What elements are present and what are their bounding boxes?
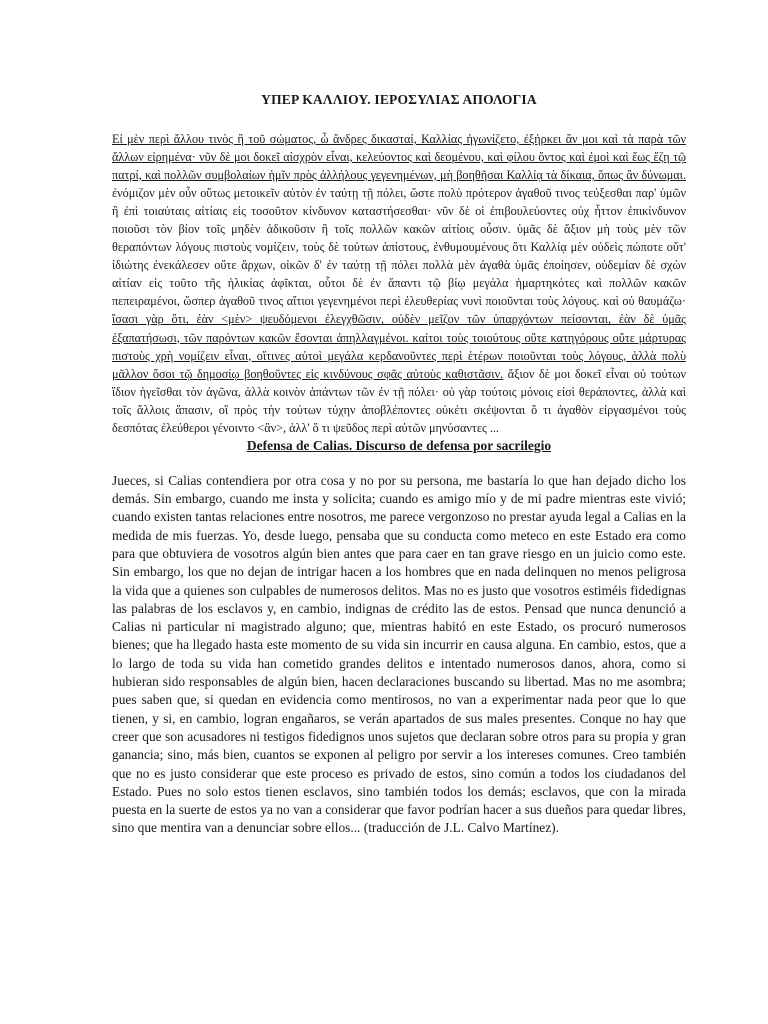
greek-segment-2: ἐνόμιζον μὲν οὖν οὕτως μετοικεῖν αὐτὸν ἐν ταύτῃ τῇ πόλει, ὥστε πολὺ πρότερον ἀγαθοῦ τινος τεύξεσθαι παρ' ὑμῶν ἢ ἐπὶ τοιαύταις αἰτίαις εἰς τοσοῦτον κίνδυνον καταστήσεσθαι· νῦν δὲ οἱ ἐπιβουλεύοντες οὐχ ἧττον ἐπικίνδυνον ποιοῦσι τὸν βίον τοῖς μηδὲν ἀδικοῦσιν ἢ τοῖς πολλῶν κακῶν αἰτίοις οὖσιν. ὑμᾶς δὲ ἄξιον μὴ τοὺς μὲν τῶν θεραπόντων λόγους πιστοὺς νομίζειν, τοὺς δὲ τούτων ἀπίστους, ἐνθυμουμένους ὅτι Καλλίᾳ μὲν οὐδεὶς πώποτε οὔτ' ἰδιώτης ἐνεκάλεσεν οὔτε ἄρχων, οἰκῶν δ' ἐν ταύτῃ τῇ πόλει πολλὰ μὲν ἀγαθὰ ὑμᾶς ἐποίησεν, οὐδεμίαν δὲ σχὼν αἰτίαν εἰς τοῦτο τῆς ἡλικίας ἀφῖκται, οὗτοι δὲ ἐν ἅπαντι τῷ βίῳ μεγάλα ἡμαρτηκότες καὶ πολλῶν κακῶν πεπειραμένοι, ὥσπερ ἀγαθοῦ τινος αἴτιοι γεγενημένοι περὶ ἐλευθερίας νυνὶ ποιοῦνται τοὺς λόγους. καὶ οὐ θαυμάζω· [112, 186, 686, 309]
spanish-title: Defensa de Calias. Discurso de defensa por sacrilegio [246, 437, 552, 453]
greek-title: ΥΠΕΡ ΚΑΛΛΙΟΥ. ΙΕΡΟΣΥΛΙΑΣ ΑΠΟΛΟΓΙΑ [261, 92, 537, 107]
spanish-paragraph: Jueces, si Calias contendiera por otra cosa y no por su persona, me bastaría lo que han dejado dicho los demás. Sin embargo, cuando me insta y solicita; cuando es amigo mío y de mi padre mientras este vivió; cuando existen tantas relaciones entre nosotros, me parece vergonzoso no prestar ayuda legal a Calias en la medida de mis fuerzas. Yo, desde luego, pensaba que su conducta como meteco en este Estado era como para que obtuviera de vosotros algún bien antes que para caer en tan grave riesgo en un juicio como este. Sin embargo, los que no dejan de intrigar hacen a los hombres que en nada delinquen no menos peligrosa la vida que a quienes son culpables de numerosos delitos. Mas no es justo que vosotros estiméis fidedignas las palabras de los esclavos y, en cambio, indignas de crédito las de estos. Pensad que nunca denunció a Calias ni particular ni magistrado alguno; que, mientras habitó en este Estado, os procuró numerosos bienes; que ha llegado hasta este momento de su vida sin incurrir en causa alguna. En cambio, estos, que a lo largo de toda su vida han cometido grandes delitos e intentado numerosos danos, ahora, como si hubieran sido responsables de algún bien, hacen declaraciones buscando su libertad. Mas no me asombra; pues saben que, si quedan en evidencia como mentirosos, no van a experimentar nada peor que lo que tienen, y si, en cambio, logran engañaros, se verán apartados de sus males presentes. Conque no hay que creer que son acusadores ni testigos fidedignos unos sujetos que declaran sobre otros para su propia y gran ganancia; sino, más bien, cuantos se exponen al peligro por servir a los intereses comunes. Creo también que no es justo considerar que este proceso es privado de estos, sino común a todos los ciudadanos del Estado. Pues no solo estos tienen esclavos, sino también todos los demás; esclavos, que con la mirada puesta en la suerte de estos ya no van a considerar que favor podrían hacer a sus dueños para quedar libres, sino que mentira van a denunciar sobre ellos... (traducción de J.L. Calvo Martínez). [112, 472, 686, 836]
greek-segment-3: ἴσασι γὰρ ὅτι, ἐὰν <μὲν> ψευδόμενοι ἐλεγχθῶσιν, οὐδὲν μεῖζον τῶν ὑπαρχόντων πείσονται, ἐὰν δὲ ὑμᾶς ἐξαπατήσωσι, τῶν παρόντων κακῶν ἔσονται ἀπηλλαγμένοι. καίτοι τοὺς τοιούτους οὔτε κατηγόρους οὔτε μάρτυρας πιστοὺς χρὴ νομίζειν εἶναι, οἵτινες αὐτοὶ μεγάλα κερδανοῦντες περὶ ἑτέρων ποιοῦνται τοὺς λόγους, ἀλλὰ πολὺ μᾶλλον ὅσοι τῷ δημοσίῳ βοηθοῦντες εἰς κινδύνους σφᾶς αὐτοὺς καθιστᾶσιν. [112, 312, 686, 381]
greek-segment-1: Εἰ μὲν περὶ ἄλλου τινὸς ἢ τοῦ σώματος, ὦ ἄνδρες δικασταί, Καλλίας ἠγωνίζετο, ἐξήρκει ἂν μοι καὶ τὰ παρὰ τῶν ἄλλων εἰρημένα· νῦν δὲ μοι δοκεῖ αἰσχρὸν εἶναι, κελεύοντος καὶ δεομένου, καὶ φίλου ὄντος καὶ ἐμοὶ καὶ ἕως ἔζη τῷ πατρί, καὶ πολλῶν συμβολαίων ἡμῖν πρὸς ἀλλήλους γεγενημένων, μὴ βοηθῆσαι Καλλίᾳ τὰ δίκαια, ὅπως ἂν δύνωμαι. [112, 132, 686, 183]
spanish-translation [112, 472, 686, 838]
greek-text [112, 130, 686, 437]
greek-segment-4: ἄξιον δὲ μοι δοκεῖ εἶναι οὐ τούτων ἴδιον ἡγεῖσθαι τὸν ἀγῶνα, ἀλλὰ κοινὸν ἁπάντων τῶν ἐν τῇ πόλει· οὐ γὰρ τούτοις μόνοις εἰσὶ θεράποντες, ἀλλὰ καὶ τοῖς ἄλλοις ἅπασιν, οἳ πρὸς τὴν τούτων τύχην ἀποβλέποντες οὐκέτι σκέψονται ὅ τι ἀγαθὸν εἰργασμένοι τοὺς δεσπότας ἐλεύθεροι γένοιντο <ἂν>, ἀλλ' ὅ τι ψεῦδος περὶ αὐτῶν μηνύσαντες ... [112, 366, 686, 435]
